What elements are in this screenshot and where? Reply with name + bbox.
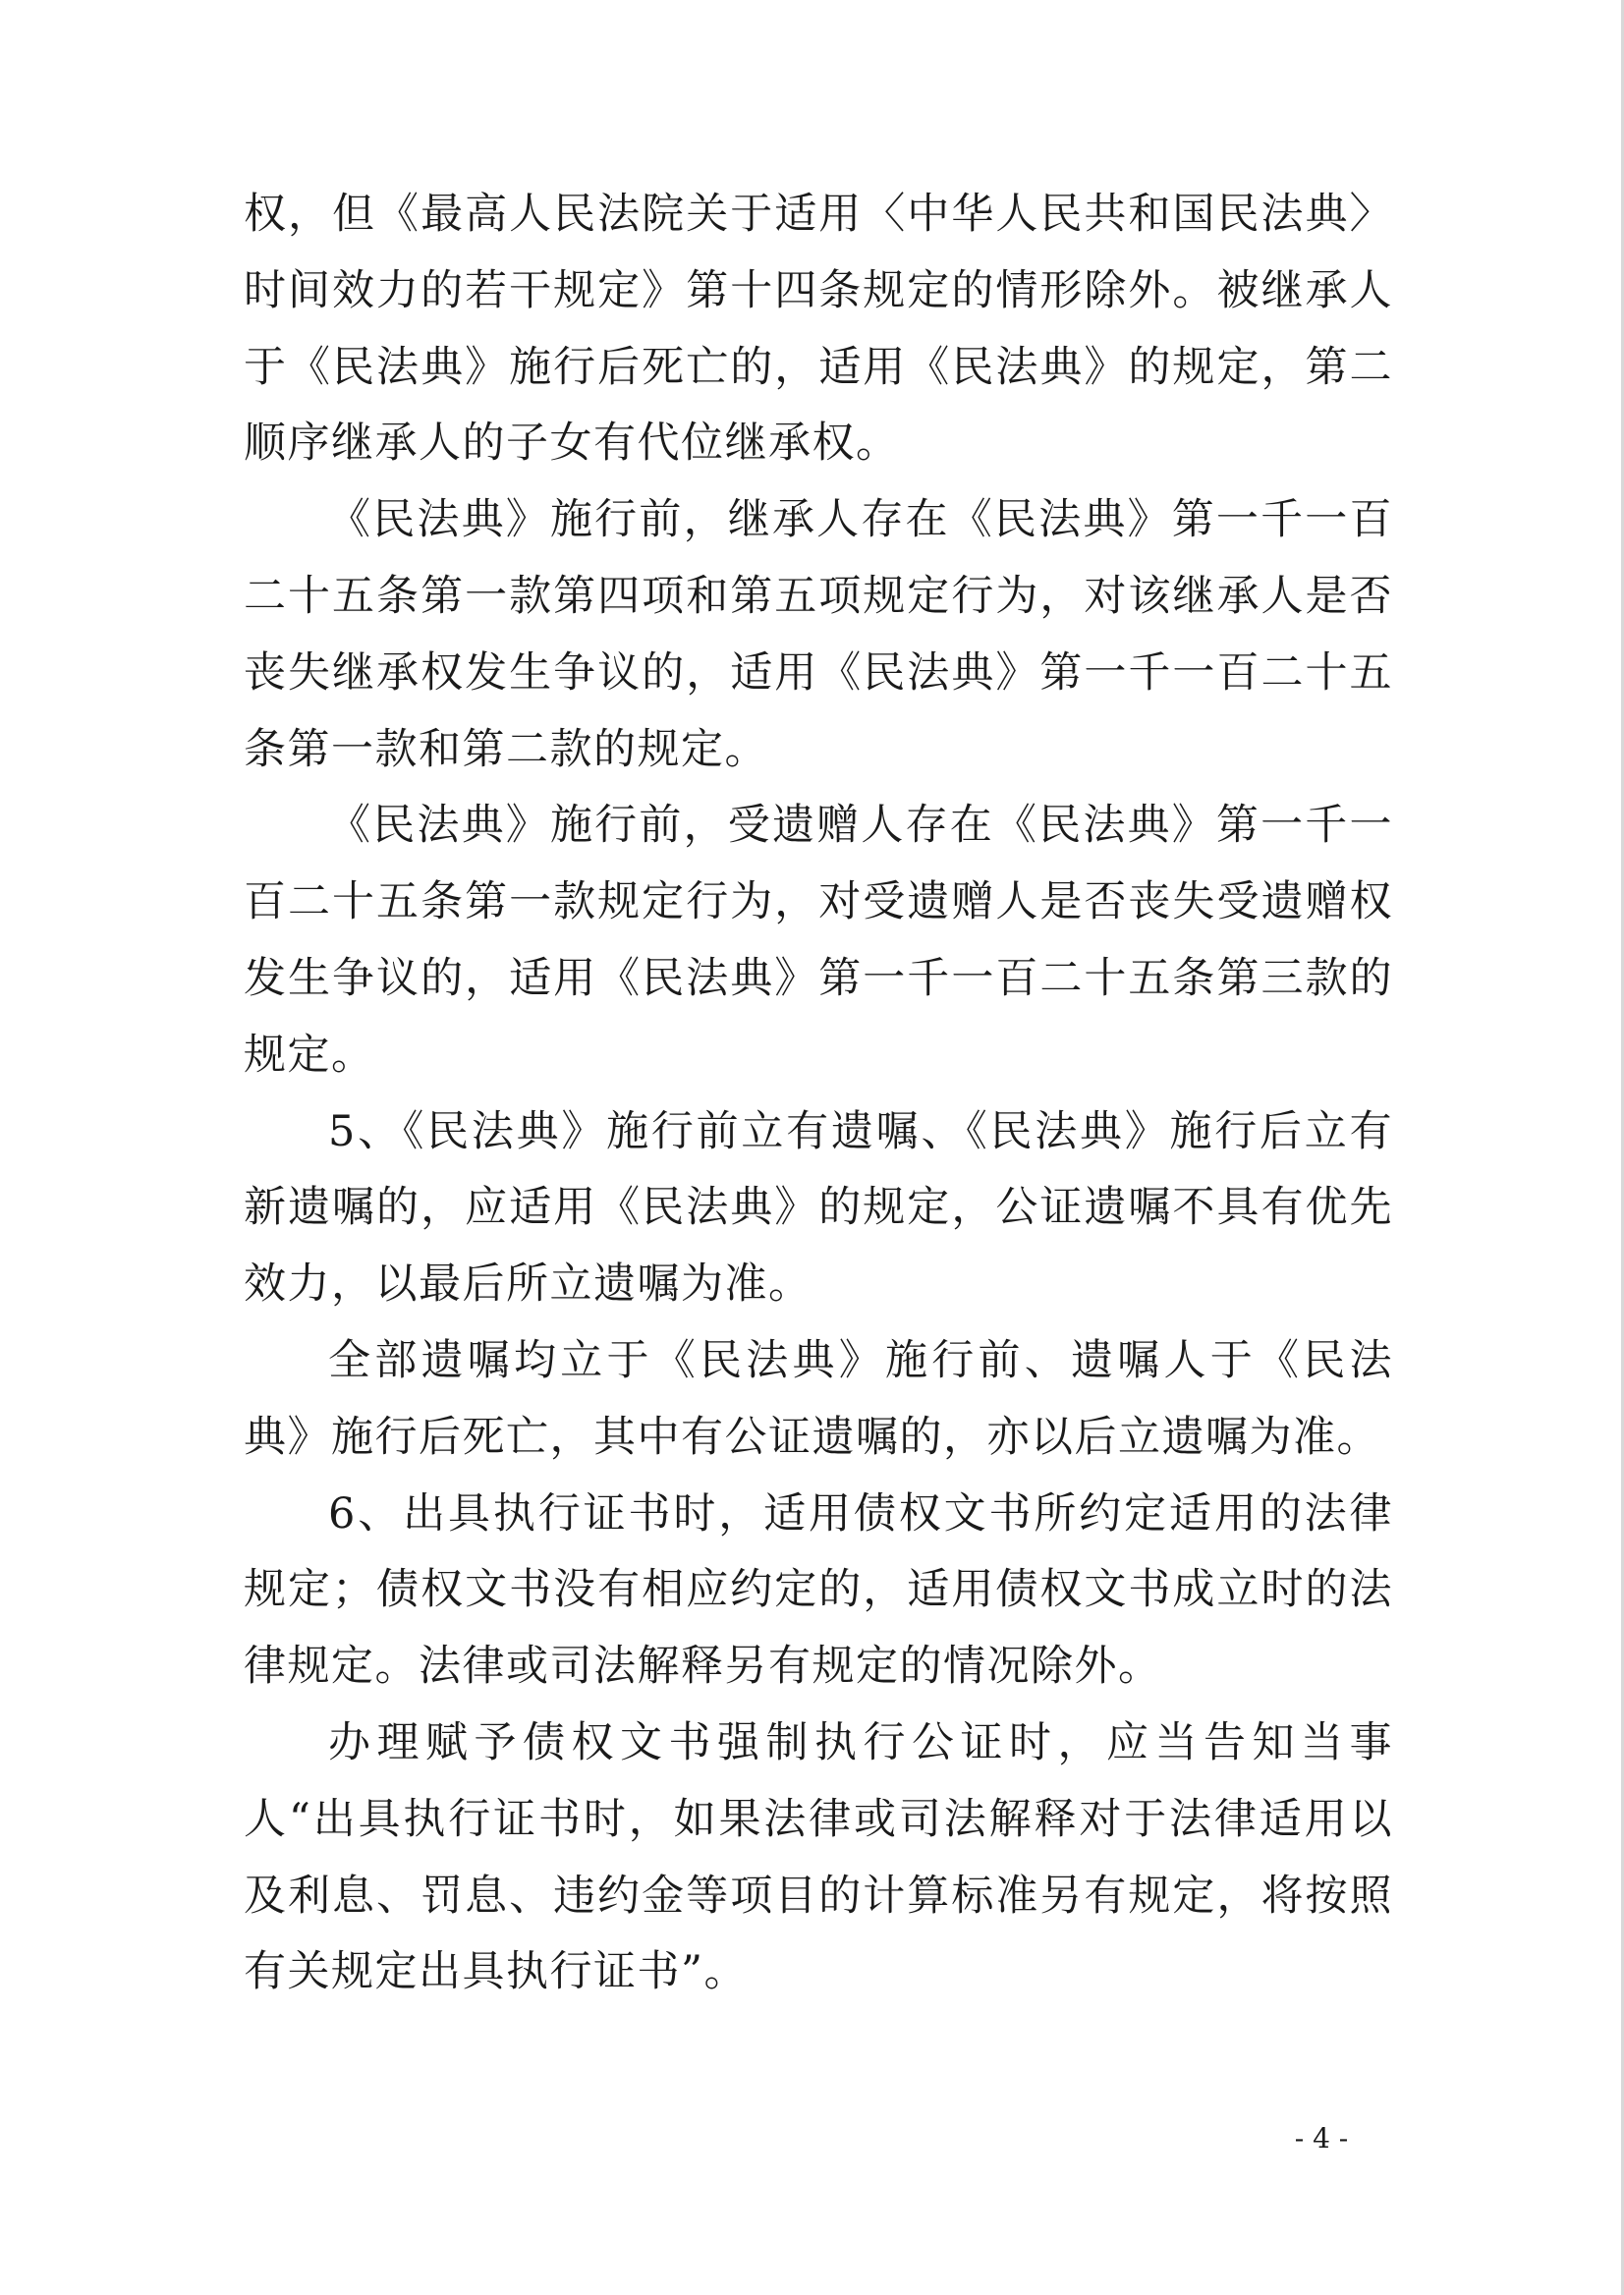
paragraph: 5、《民法典》施行前立有遗嘱、《民法典》施行后立有新遗嘱的，应适用《民法典》的规定，公证遗嘱不具有优先效力，以最后所立遗嘱为准。 bbox=[244, 1106, 1393, 1310]
paragraph-continued: 权，但《最高人民法院关于适用〈中华人民共和国民法典〉时间效力的若干规定》第十四条规定的情形除外。被继承人于《民法典》施行后死亡的，适用《民法典》的规定，第二顺序继承人的子女有代位继承权。 bbox=[244, 190, 1393, 469]
paragraph: 办理赋予债权文书强制执行公证时，应当告知当事人“出具执行证书时，如果法律或司法解释对于法律适用以及利息、罚息、违约金等项目的计算标准另有规定，将按照有关规定出具执行证书”。 bbox=[244, 1717, 1393, 1997]
document-body bbox=[244, 177, 1393, 2011]
paragraph: 《民法典》施行前，受遗赠人存在《民法典》第一千一百二十五条第一款规定行为，对受遗赠人是否丧失受遗赠权发生争议的，适用《民法典》第一千一百二十五条第三款的规定。 bbox=[244, 801, 1393, 1080]
page-number: - 4 - bbox=[1294, 2122, 1349, 2155]
paragraph: 全部遗嘱均立于《民法典》施行前、遗嘱人于《民法典》施行后死亡，其中有公证遗嘱的，亦以后立遗嘱为准。 bbox=[244, 1335, 1393, 1462]
paragraph: 6、出具执行证书时，适用债权文书所约定适用的法律规定；债权文书没有相应约定的，适用债权文书成立时的法律规定。法律或司法解释另有规定的情况除外。 bbox=[244, 1488, 1393, 1692]
paragraph: 《民法典》施行前，继承人存在《民法典》第一千一百二十五条第一款第四项和第五项规定行为，对该继承人是否丧失继承权发生争议的，适用《民法典》第一千一百二十五条第一款和第二款的规定。 bbox=[244, 495, 1393, 774]
